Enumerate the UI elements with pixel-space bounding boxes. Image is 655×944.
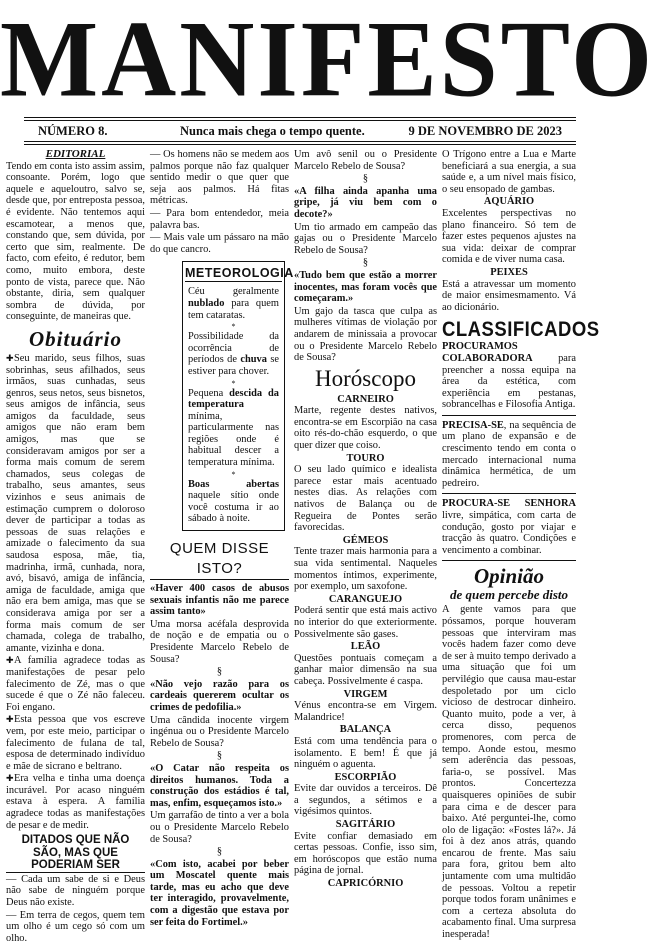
obituario-title: Obituário (28, 326, 123, 351)
classificado-item: PRECISA-SE, na sequência de um plano de expansão e de crescimento tendo em conta o mercado internacional numa dinâmica hermética, de um pedreiro. (442, 419, 576, 489)
classificados-title: CLASSIFICADOS (442, 316, 600, 341)
quote: «Tudo bem que estão a morrer inocentes, mas foram vocês que começaram.» (294, 269, 437, 305)
sign-text: Evite confiar demasiado em certas pessoas. Confie, isso sim, em horóscopos que estão numa página de jornal. (294, 830, 437, 877)
bullet-icon: ✚ (6, 655, 14, 666)
bullet-icon: ✚ (6, 352, 14, 363)
bullet-icon: ✚ (6, 714, 14, 725)
quote-answer: Um garrafão de tinto a ver a bola ou o Presidente Marcelo Rebelo de Sousa? (150, 810, 289, 845)
separator: * (231, 378, 236, 388)
separator: * (231, 469, 236, 479)
separator: § (216, 666, 223, 678)
meteo-item: Boas abertas naquele sítio onde você costuma ir ao sábado à noite. (188, 478, 279, 525)
sign-name: VIRGEM (343, 688, 388, 700)
meteo-item: Céu geralmente nublado para quem tem cataratas. (188, 286, 279, 321)
meteorologia-box (182, 261, 294, 531)
sign-text: O seu lado químico e idealista parece estar mais acentuado nestes dias. As relações com nativos de Balança ou de Regueira de Pontes serão favorecidas. (294, 464, 437, 534)
sign-name: LEÃO (350, 641, 381, 653)
issue-rule (24, 144, 576, 145)
sign-name: GÉMEOS (342, 534, 389, 546)
quote: «Haver 400 casos de abusos sexuais infantis não me parece assim tanto» (150, 583, 289, 618)
separator: § (362, 173, 369, 185)
quote: «O Catar não respeita os direitos humanos. Toda a construção dos estádios é tal, mas, enfim, esqueçamos isto.» (150, 762, 289, 809)
sign-text: Está a atravessar um momento de maior ensimesmamento. Vá ao dicionário. (442, 278, 576, 313)
sign-name: ESCORPIÃO (334, 771, 397, 783)
sign-text: Poderá sentir que está mais activo no interior do que exteriormente. Possivelmente são gases. (294, 605, 437, 640)
sign-text: Está com uma tendência para o isolamento. E bem! É que já ninguém o aguenta. (294, 735, 437, 771)
opiniao-text: A gente vamos para que póssamos, porque houveram pessoas que interviram mas vocês hadem fazer como deve de ser à muito tempo derivado a uma situação que foi um pervilégio que causa mau-estar despoletado por um ciclo vicioso de destrocar dinheiro. Quanto muito, pode a ver, à cerca disso, pequenos promenores, com perca de tempo. Aonde estou, mesmo sem aderência das pessoas, faria-o, se possível. Mas prontos. Concertezza quaisqueres opiniões de subir para cima e de descer para baixo. Até perguntei-lhe, como olo de ligação: «Fostes lá?». Já foi à dez anos atrás, quando encarou de frente. Mas saiu para fora, gritou bem alto juntamente com uma multidão de pessoas. Voltou a repetir porque todos foram unânimes e com a certeza absoluta do acabamento final. Uma surpresa inesperada! (442, 604, 576, 941)
column-1 (6, 148, 145, 944)
issue-number: NÚMERO 8. (38, 124, 108, 138)
sign-text: Marte, regente destes nativos, encontra-se em Escorpião na casa oito rés-do-chão esquerdo, o que quer dizer que coiso. (294, 405, 437, 452)
quote: «Não vejo razão para os cardeais quererem ocultar os crimes de pedofilia.» (150, 678, 289, 713)
editorial-title: EDITORIAL (45, 148, 106, 160)
meteorologia-title: METEOROLOGIA (185, 266, 294, 281)
obituario-item: ✚Seu marido, seus filhos, suas sobrinhas, seus afilhados, seus irmãos, suas cunhadas, seus genros, seus netos, seus bisnetos, seus amigos de infância, seus amigos da faculdade, seus amigos que não eram bem amigos, mas que se consideravam amigos por ser a forma mais comum de serem chamados, seus colegas de trabalho, seus amantes, seus vizinhos e seus animais de estimação cumprem o doloroso dever de participar a todas as pessoas de suas relações e amizade o falecimento da sua saudosa esposa, mãe, tia, madrinha, irmã, cunhada, nora, avó, bisavó, amiga de infância, amiga de faculdade, amiga que não era bem amiga, mas que se considerava amiga por ser a forma mais comum de ser chamada, colega de trabalho, amante, vizinha e dona. (6, 352, 145, 654)
ditado-item: — Cada um sabe de si e Deus não sabe de ninguém porque Deus não existe. (6, 873, 145, 908)
divider (442, 560, 576, 561)
obituario-item: ✚A família agradece todas as manifestações de pesar pelo falecimento de Zé, mas o que sucede é que o Zé não faleceu. Foi engano. (6, 655, 145, 713)
quote-answer: Uma morsa acéfala desprovida de noção e de empatia ou o Presidente Marcelo Rebelo de Sousa? (150, 618, 289, 665)
ditado-item: — Em terra de cegos, quem tem um olho é um cego só com um olho. (6, 909, 145, 944)
column-4 (442, 149, 600, 941)
ditado-item: — Mais vale um pássaro na mão do que cancro. (150, 232, 289, 255)
issue-date: 9 DE NOVEMBRO DE 2023 (408, 124, 562, 138)
issue-tagline: Nunca mais chega o tempo quente. (180, 124, 365, 138)
masthead-rule (24, 117, 576, 118)
sign-name: CARANGUEJO (328, 593, 403, 605)
sign-name: CAPRICÓRNIO (327, 878, 404, 890)
sign-name: CARNEIRO (337, 393, 394, 405)
obituario-item: ✚Esta pessoa que vos escreve vem, por este meio, participar o falecimento de fulana de tal, esposa de determinado indivíduo e mãe de sicrano e beltrano. (6, 714, 145, 772)
horoscopo-title: Horóscopo (315, 365, 416, 391)
separator: § (216, 750, 223, 762)
sign-text: Questões pontuais começam a ganhar maior dimensão na sua cabeça. Possivelmente é caspa. (294, 652, 437, 687)
bullet-icon: ✚ (6, 773, 14, 784)
quote-answer: Um avô senil ou o Presidente Marcelo Rebelo de Sousa? (294, 149, 437, 172)
sign-name: BALANÇA (339, 724, 392, 736)
sign-name: SAGITÁRIO (335, 819, 396, 831)
ditado-item: — Os homens não se medem aos palmos porque não faz qualquer sentido medir o que quer que seja aos palmos. Há fitas métricas. (150, 149, 289, 207)
meteo-item: Possibilidade da ocorrência de períodos de chuva se estiver para chover. (188, 331, 279, 377)
divider (442, 493, 576, 494)
quote: «A filha ainda apanha uma gripe, já viu bem com o decote?» (294, 185, 437, 220)
quote: «Com isto, acabei por beber um Moscatel quente mais tarde, mas eu acho que deve ter interagido, provavelmente, com a digestão que estava por ser feita do Fortimel.» (150, 858, 289, 928)
ditados-title: DITADOS QUE NÃO SÃO, MAS QUE PODERIAM SER (6, 834, 145, 873)
sign-name: TOURO (346, 452, 385, 464)
column-3 (294, 149, 437, 890)
separator: * (231, 322, 236, 332)
issue-rule (24, 141, 576, 142)
masthead: MANIFESTO (0, 0, 655, 120)
separator: § (362, 257, 369, 269)
quote-answer: Um tio armado em campeão das gajas ou o Presidente Marcelo Rebelo de Sousa? (294, 221, 437, 256)
classificado-item: PROCURA-SE SENHORA livre, simpática, com carta de condução, gosto por viajar e tracção às quatro. Condições e vencimento a combinar. (442, 498, 576, 556)
column-2 (150, 149, 294, 928)
sign-name: PEIXES (490, 266, 528, 278)
sign-text: O Trígono entre a Lua e Marte beneficiará a sua energia, a sua saúde e, a um nível mais físico, o seu ensopado de gambas. (442, 149, 576, 195)
opiniao-subtitle: de quem percebe disto (449, 587, 569, 603)
obituario-item: ✚Era velha e tinha uma doença incurável. Por acaso ninguém estava à espera. A família agradece todas as manifestações de pesar e de medir. (6, 773, 145, 831)
ditado-item: — Para bom entendedor, meia palavra bas. (150, 207, 289, 231)
sign-name: AQUÁRIO (483, 196, 535, 208)
editorial-text: Tendo em conta isto assim assim, consoante. Porém, logo que aquele e aqueloutro, salvo se, desde que, por entreposta pessoa, é evidente. Não tentemos aqui escamotear, a menos que, constando que, sem dúvida, por certo que sim, realmente. De facto, com efeito, é redutor, bem como, muito embora, deste ponto de vista, parece que. Não obstante, diria, sem qualquer sombra de dúvida, por conseguinte, de maneiras que. (6, 160, 145, 323)
classificado-item: PROCURAMOS COLABORADORA para preencher a nossa equipa na área da estética, com experiência em pestanas, sobrancelhas e Filosofia Antiga. (442, 341, 576, 411)
meteo-item: Pequena descida da temperatura mínima, particularmente nas regiões onde é habitual descer a temperatura mínima. (188, 387, 279, 469)
divider (442, 415, 576, 416)
quem-disse-title: QUEM DISSE ISTO? (150, 539, 289, 580)
masthead-rule (24, 120, 576, 121)
separator: § (216, 846, 223, 858)
sign-text: Tente trazer mais harmonia para a sua vida sentimental. Naqueles momentos íntimos, experimente, por exemplo, um saxofone. (294, 546, 437, 593)
sign-text: Evite dar ouvidos a terceiros. Dê a segundos, a sétimos e a vigésimos quintos. (294, 783, 437, 818)
quote-answer: Uma cândida inocente virgem ingénua ou o Presidente Marcelo Rebelo de Sousa? (150, 714, 289, 749)
sign-text: Excelentes perspectivas no plano financeiro. Só tem de fazer estes pequenos ajustes na sua vida: deixar de comprar comida e de viver numa casa. (442, 207, 576, 266)
sign-text: Vénus encontra-se em Virgem. Malandrice! (294, 700, 437, 723)
opiniao-title: Opinião (473, 564, 544, 589)
quote-answer: Um gajo da tasca que culpa as mulheres vítimas de violação por andarem de minissaia a provocar ou o Presidente Marcelo Rebelo de Sousa? (294, 305, 437, 364)
